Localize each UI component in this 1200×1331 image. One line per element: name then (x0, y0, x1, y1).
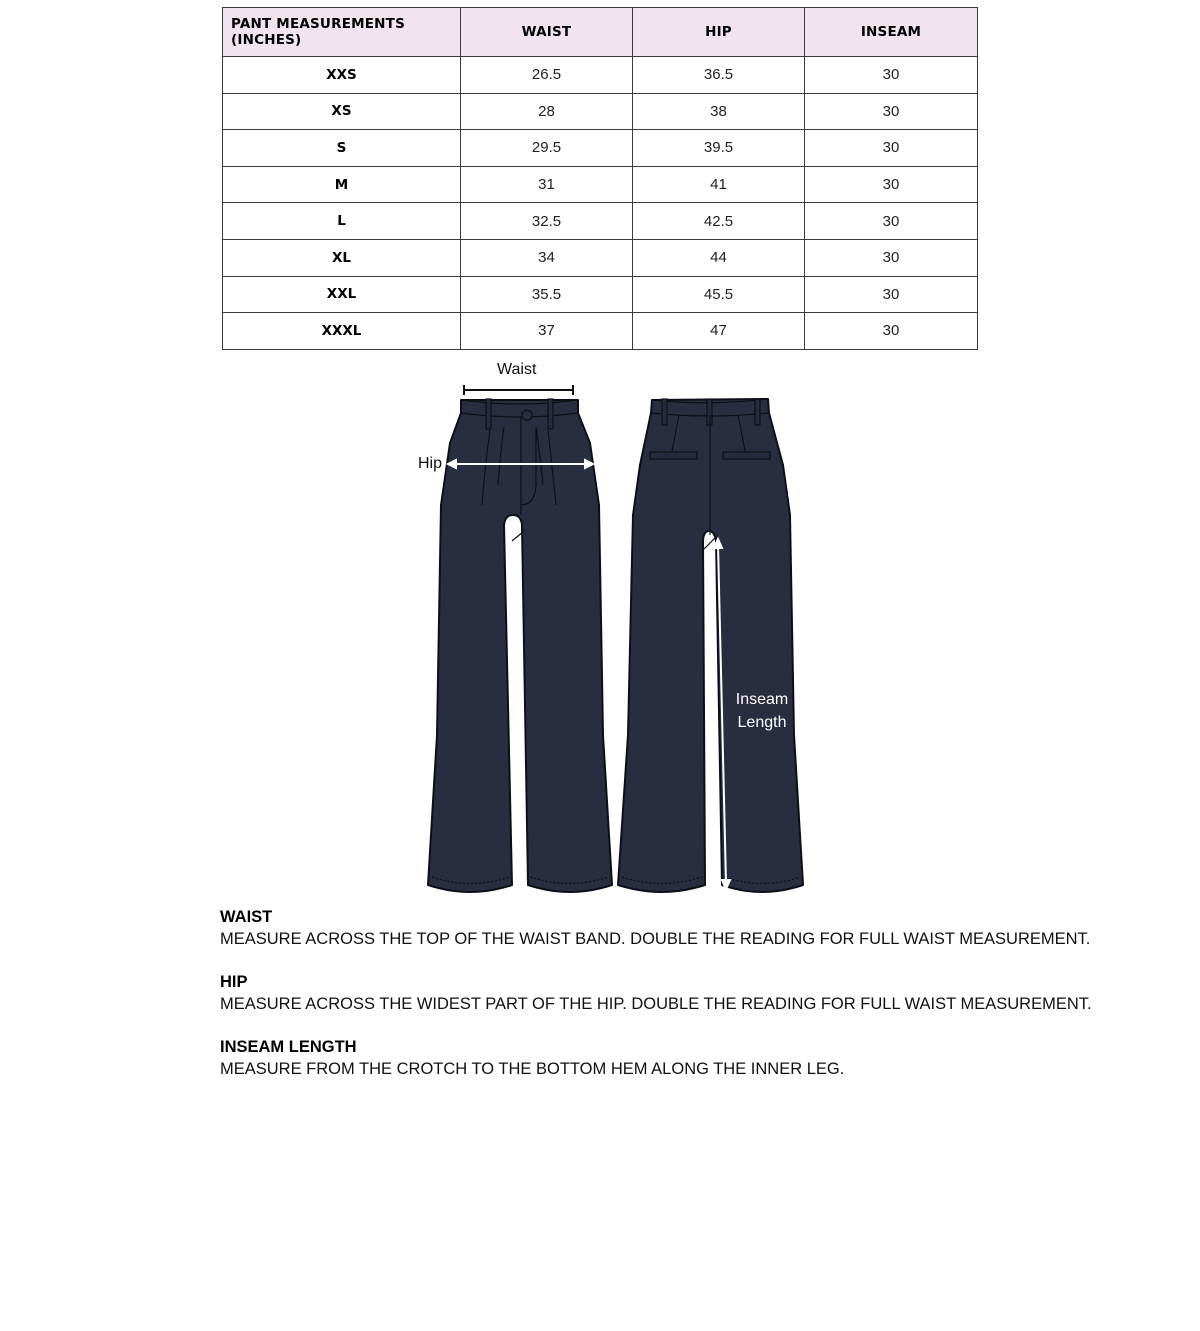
waist-cell: 28 (461, 93, 633, 130)
hip-cell: 38 (633, 93, 805, 130)
inseam-label-line1: Inseam (735, 691, 789, 708)
pants-illustration (400, 355, 820, 910)
waist-cell: 31 (461, 166, 633, 203)
table-row (223, 239, 978, 276)
header-hip: HIP (633, 8, 805, 57)
waist-cell: 32.5 (461, 203, 633, 240)
table-row (223, 166, 978, 203)
waist-cell: 35.5 (461, 276, 633, 313)
instruction-hip (220, 971, 1180, 1015)
inseam-cell: 30 (805, 166, 978, 203)
table-row (223, 276, 978, 313)
instruction-title: HIP (220, 973, 248, 991)
measurement-instructions (220, 906, 1180, 1101)
table-header-row (223, 8, 978, 57)
hip-cell: 36.5 (633, 57, 805, 94)
inseam-cell: 30 (805, 93, 978, 130)
instruction-inseam-length (220, 1036, 1180, 1080)
instruction-title: INSEAM LENGTH (220, 1038, 357, 1056)
size-chart-table (222, 7, 978, 350)
instruction-text: MEASURE FROM THE CROTCH TO THE BOTTOM HEM ALONG THE INNER LEG. (220, 1060, 845, 1078)
inseam-cell: 30 (805, 57, 978, 94)
size-cell: S (223, 130, 461, 167)
instruction-waist (220, 906, 1180, 950)
header-waist: WAIST (461, 8, 633, 57)
size-cell: XL (223, 239, 461, 276)
inseam-length-label (732, 688, 792, 734)
waist-label: Waist (497, 361, 537, 378)
inseam-label-line2: Length (737, 714, 787, 731)
inseam-cell: 30 (805, 276, 978, 313)
inseam-cell: 30 (805, 130, 978, 167)
hip-cell: 44 (633, 239, 805, 276)
instruction-title: WAIST (220, 908, 273, 926)
hip-cell: 39.5 (633, 130, 805, 167)
waist-cell: 26.5 (461, 57, 633, 94)
size-cell: XXXL (223, 313, 461, 350)
size-cell: XS (223, 93, 461, 130)
table-row (223, 93, 978, 130)
inseam-cell: 30 (805, 203, 978, 240)
header-inseam: INSEAM (805, 8, 978, 57)
pants-front-view (428, 400, 612, 892)
waist-cell: 29.5 (461, 130, 633, 167)
header-pant-measurements: PANT MEASUREMENTS (INCHES) (223, 8, 461, 57)
inseam-cell: 30 (805, 239, 978, 276)
waist-cell: 37 (461, 313, 633, 350)
waist-cell: 34 (461, 239, 633, 276)
hip-cell: 41 (633, 166, 805, 203)
table-row (223, 313, 978, 350)
pants-measurement-diagram (400, 355, 820, 910)
inseam-cell: 30 (805, 313, 978, 350)
size-cell: L (223, 203, 461, 240)
button-icon (522, 410, 532, 420)
table-row (223, 130, 978, 167)
table-row (223, 203, 978, 240)
hip-cell: 45.5 (633, 276, 805, 313)
size-cell: XXS (223, 57, 461, 94)
waist-measure-line (464, 385, 573, 395)
instruction-text: MEASURE ACROSS THE WIDEST PART OF THE HIP. DOUBLE THE READING FOR FULL WAIST MEASUREMENT. (220, 995, 1092, 1013)
table-row (223, 57, 978, 94)
size-cell: M (223, 166, 461, 203)
hip-label: Hip (418, 455, 443, 472)
instruction-text: MEASURE ACROSS THE TOP OF THE WAIST BAND. DOUBLE THE READING FOR FULL WAIST MEASUREMENT. (220, 930, 1091, 948)
hip-cell: 47 (633, 313, 805, 350)
hip-cell: 42.5 (633, 203, 805, 240)
size-cell: XXL (223, 276, 461, 313)
